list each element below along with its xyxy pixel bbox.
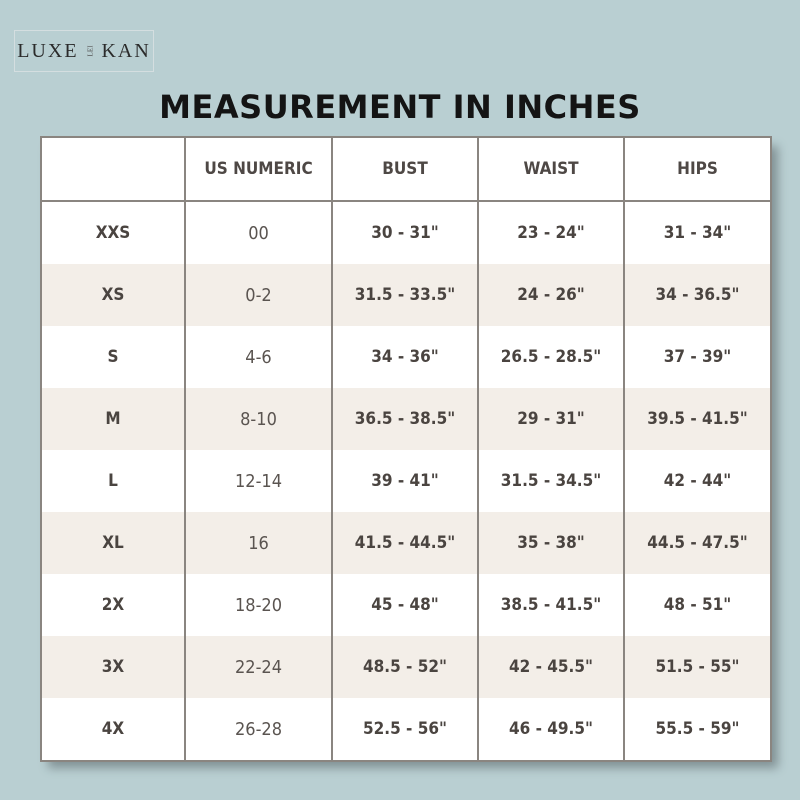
bust-cell: 48.5 - 52": [332, 636, 478, 698]
hips-cell: 55.5 - 59": [624, 698, 771, 761]
size-cell: XS: [41, 264, 185, 326]
hips-cell: 48 - 51": [624, 574, 771, 636]
bust-cell: 45 - 48": [332, 574, 478, 636]
hips-cell: 34 - 36.5": [624, 264, 771, 326]
logo-text-right: KAN: [101, 39, 151, 62]
bust-cell: 52.5 - 56": [332, 698, 478, 761]
waist-cell: 31.5 - 34.5": [478, 450, 624, 512]
size-cell: 2X: [41, 574, 185, 636]
us-numeric-cell: 4-6: [185, 326, 332, 388]
brand-logo: [14, 30, 154, 72]
bust-cell: 39 - 41": [332, 450, 478, 512]
waist-cell: 29 - 31": [478, 388, 624, 450]
waist-cell: 35 - 38": [478, 512, 624, 574]
us-numeric-cell: 16: [185, 512, 332, 574]
logo-text-middle: LEI: [85, 45, 94, 57]
hips-cell: 31 - 34": [624, 201, 771, 264]
hips-cell: 42 - 44": [624, 450, 771, 512]
us-numeric-cell: 12-14: [185, 450, 332, 512]
table-row: [41, 388, 771, 450]
size-cell: M: [41, 388, 185, 450]
table-header-row: [41, 137, 771, 201]
waist-cell: 26.5 - 28.5": [478, 326, 624, 388]
table-row: [41, 512, 771, 574]
size-cell: 3X: [41, 636, 185, 698]
table-row: [41, 574, 771, 636]
hips-cell: 44.5 - 47.5": [624, 512, 771, 574]
logo-text-left: LUXE: [17, 39, 79, 62]
page-title: MEASUREMENT IN INCHES: [159, 88, 641, 126]
waist-cell: 24 - 26": [478, 264, 624, 326]
bust-cell: 36.5 - 38.5": [332, 388, 478, 450]
size-cell: 4X: [41, 698, 185, 761]
waist-cell: 42 - 45.5": [478, 636, 624, 698]
size-chart-table: [40, 136, 772, 762]
waist-cell: 23 - 24": [478, 201, 624, 264]
us-numeric-cell: 8-10: [185, 388, 332, 450]
bust-cell: 41.5 - 44.5": [332, 512, 478, 574]
bust-cell: 30 - 31": [332, 201, 478, 264]
header-bust: BUST: [332, 137, 478, 201]
hips-cell: 51.5 - 55": [624, 636, 771, 698]
us-numeric-cell: 0-2: [185, 264, 332, 326]
bust-cell: 34 - 36": [332, 326, 478, 388]
table-row: [41, 264, 771, 326]
us-numeric-cell: 26-28: [185, 698, 332, 761]
header-us-numeric: US NUMERIC: [185, 137, 332, 201]
size-cell: S: [41, 326, 185, 388]
size-cell: XXS: [41, 201, 185, 264]
header-waist: WAIST: [478, 137, 624, 201]
header-hips: HIPS: [624, 137, 771, 201]
table-body: [41, 201, 771, 761]
table-row: [41, 636, 771, 698]
hips-cell: 37 - 39": [624, 326, 771, 388]
size-cell: L: [41, 450, 185, 512]
waist-cell: 46 - 49.5": [478, 698, 624, 761]
hips-cell: 39.5 - 41.5": [624, 388, 771, 450]
us-numeric-cell: 18-20: [185, 574, 332, 636]
table-row: [41, 326, 771, 388]
table-row: [41, 201, 771, 264]
table-row: [41, 698, 771, 761]
header-size: [41, 137, 185, 201]
waist-cell: 38.5 - 41.5": [478, 574, 624, 636]
bust-cell: 31.5 - 33.5": [332, 264, 478, 326]
us-numeric-cell: 00: [185, 201, 332, 264]
size-cell: XL: [41, 512, 185, 574]
table-row: [41, 450, 771, 512]
us-numeric-cell: 22-24: [185, 636, 332, 698]
